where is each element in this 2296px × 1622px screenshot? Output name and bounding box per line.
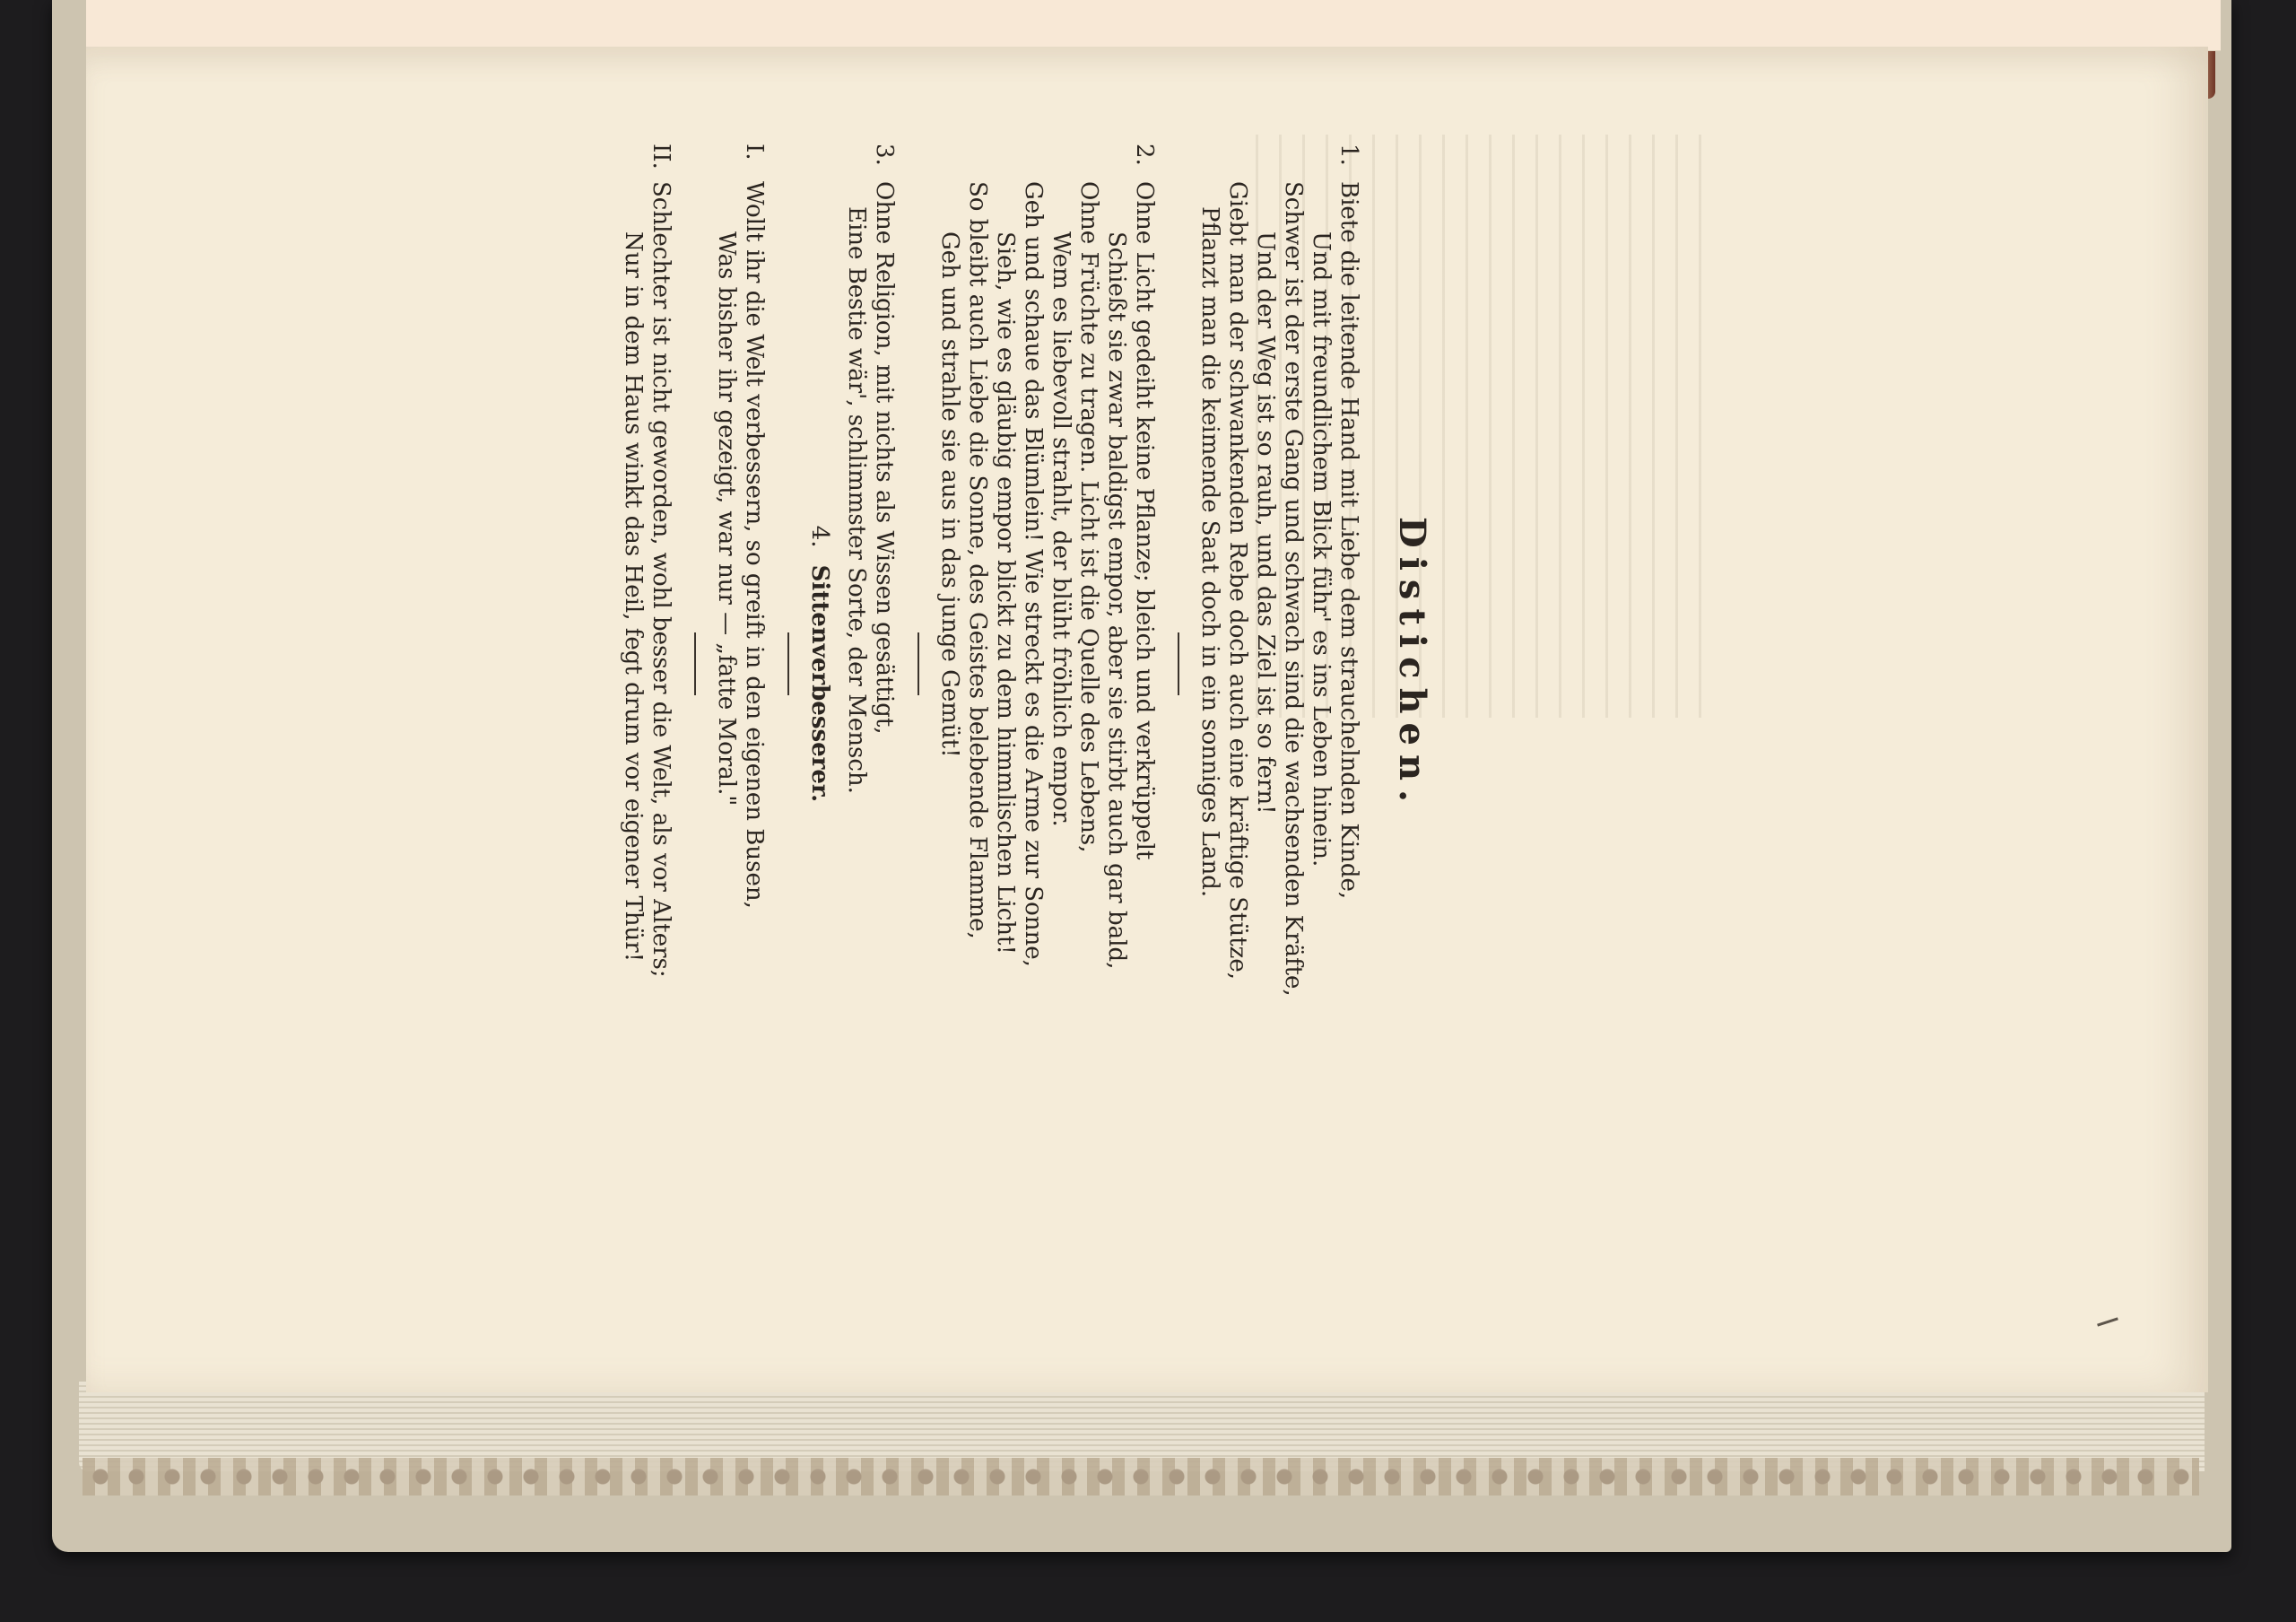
poem-line [619, 144, 647, 1184]
poem-line [1223, 144, 1251, 1184]
poem-line [1047, 144, 1074, 1184]
poem-number: II. [648, 144, 674, 170]
verse-line: Eine Bestie wär', schlimmster Sorte, der Mensch. [843, 206, 870, 794]
poem-line [870, 144, 898, 1184]
verse-line: Biete die leitende Hand mit Liebe dem strauchelnden Kinde, [1335, 181, 1362, 900]
poem-number: 3. [871, 144, 898, 166]
poem-1 [1196, 144, 1362, 1184]
poem-line [1130, 144, 1158, 1184]
poem-line [1074, 144, 1102, 1184]
verse-line: Und mit freundlichem Blick führ' es ins Leben hinein. [1308, 231, 1335, 868]
section-number: 4. [806, 525, 833, 548]
verse-line: Giebt man der schwankenden Rebe doch auch eine kräftige Stütze, [1224, 181, 1251, 981]
verse-line: Sieh, wie es gläubig empor blickt zu dem himmlischen Licht! [992, 231, 1019, 955]
verse-line: Was bisher ihr gezeigt, war nur — „fatte Moral." [713, 231, 740, 807]
facing-page-edge [86, 0, 2221, 51]
section-divider [918, 632, 919, 695]
verse-line: Ohne Religion, mit nichts als Wissen gesättigt, [871, 181, 898, 735]
verse-line: Und der Weg ist so rauh, und das Ziel ist so fern! [1252, 231, 1279, 815]
section-divider [694, 632, 696, 695]
poem-4-i [712, 144, 768, 1184]
section-divider [1178, 632, 1179, 695]
section-title: Sittenverbesserer. [806, 564, 833, 803]
poem-2 [935, 144, 1158, 1184]
verse-line: Pflanzt man die keimende Saat doch in ein sonniges Land. [1196, 206, 1223, 898]
poem-line [1279, 144, 1307, 1184]
rotated-text-area [350, 144, 1435, 1184]
poem-line [740, 144, 768, 1184]
poem-number: 1. [1335, 144, 1362, 166]
ornamental-border [83, 1458, 2199, 1496]
verse-line: Nur in dem Haus winkt das Heil, fegt drum vor eigener Thür! [620, 231, 647, 963]
poem-line [963, 144, 991, 1184]
poem-line [1019, 144, 1047, 1184]
page-text [350, 144, 1435, 1184]
poem-line [1196, 144, 1223, 1184]
poem-line [842, 144, 870, 1184]
poem-line [1102, 144, 1130, 1184]
poem-3 [842, 144, 898, 1184]
verse-line: Wem es liebevoll strahlt, der blüht fröhlich empor. [1048, 231, 1074, 827]
verse-line: Schießt sie zwar baldigst empor, aber sie stirbt auch gar bald, [1103, 231, 1130, 970]
poem-line [935, 144, 963, 1184]
verse-line: Wollt ihr die Welt verbessern, so greift in den eigenen Busen, [741, 181, 768, 909]
poem-number: 2. [1131, 144, 1158, 166]
verse-line: Geh und strahle sie aus in das junge Gemüt! [936, 231, 963, 758]
section-divider [787, 632, 789, 695]
poem-line [712, 144, 740, 1184]
poem-number: I. [741, 144, 768, 161]
page-title: Distichen. [1391, 517, 1433, 811]
verse-line: Ohne Licht gedeiht keine Pflanze; bleich und verkrüppelt [1131, 181, 1158, 860]
verse-line: Ohne Früchte zu tragen. Licht ist die Quelle des Lebens, [1075, 181, 1102, 853]
poem-line [1335, 144, 1362, 1184]
poem-line [1251, 144, 1279, 1184]
verse-line: So bleibt auch Liebe die Sonne, des Geistes belebende Flamme, [964, 181, 991, 939]
verse-line: Schwer ist der erste Gang und schwach sind die wachsenden Kräfte, [1280, 181, 1307, 997]
poem-line [991, 144, 1019, 1184]
section-heading [805, 144, 833, 1184]
verse-line: Schlechter ist nicht geworden, wohl besser die Welt, als vor Alters; [648, 181, 674, 978]
poem-4-ii [619, 144, 674, 1184]
poem-line [647, 144, 674, 1184]
poem-line [1307, 144, 1335, 1184]
verse-line: Geh und schaue das Blümlein! Wie streckt es die Arme zur Sonne, [1020, 181, 1047, 967]
